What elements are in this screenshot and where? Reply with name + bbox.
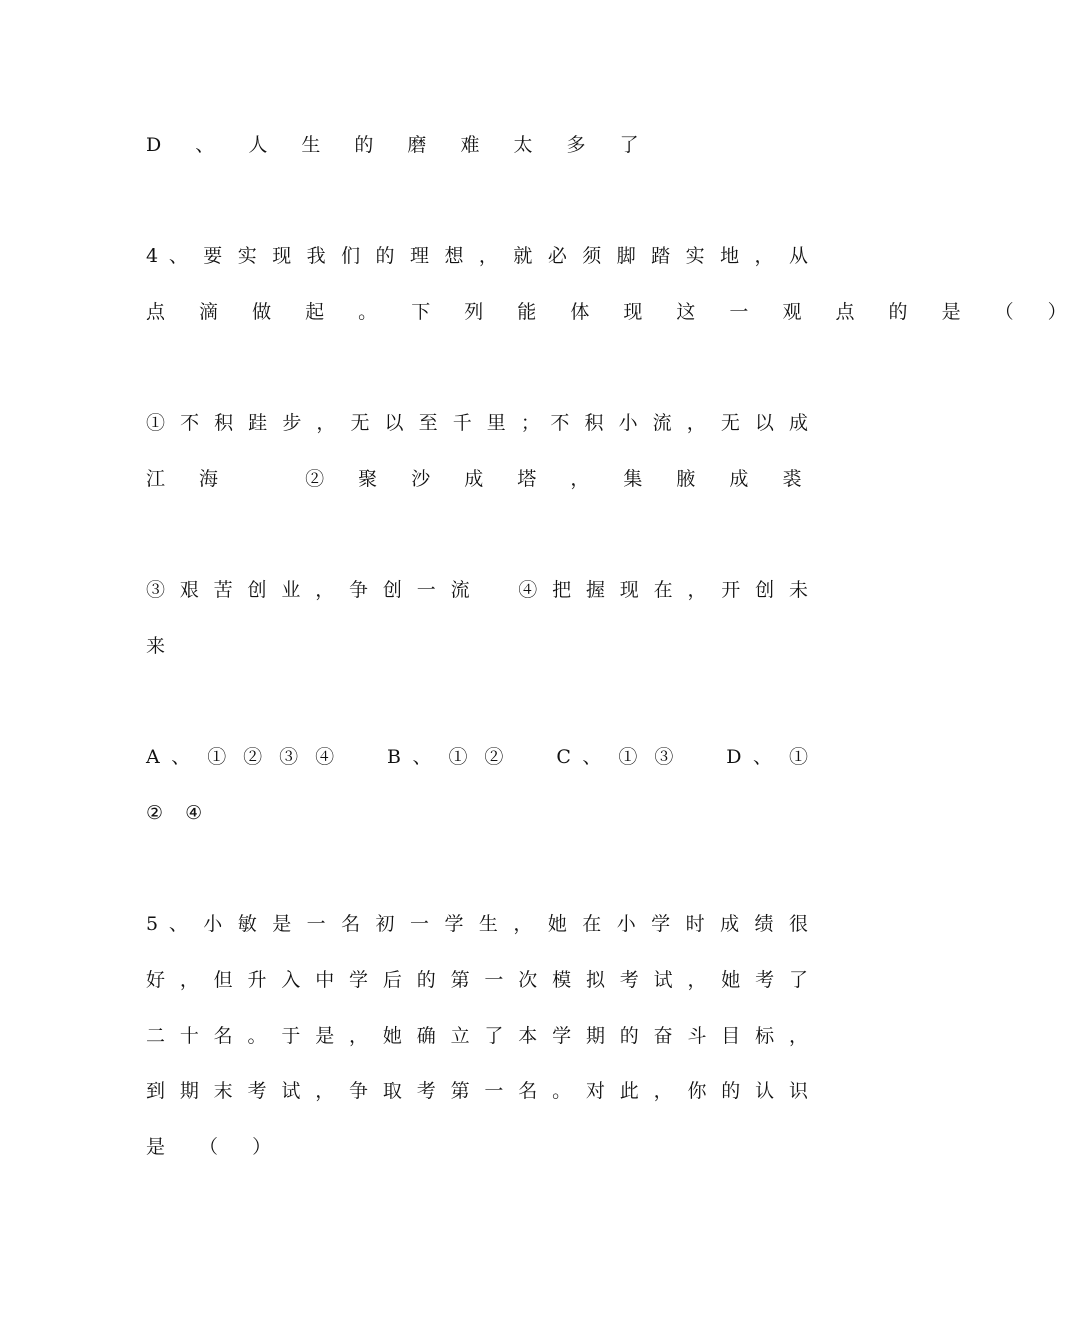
q4-item-line-1: ① 不 积 跬 步 ， 无 以 至 千 里 ； 不 积 小 流 ， 无 以 成: [146, 412, 808, 434]
q4-item-line-2: 江 海 ② 聚 沙 成 塔 ， 集 腋 成 裘: [146, 468, 816, 490]
q3-option-d: D 、 人 生 的 磨 难 太 多 了: [146, 134, 653, 156]
q4-stem-line-1: 4 、 要 实 现 我 们 的 理 想 ， 就 必 须 脚 踏 实 地 ， 从: [146, 245, 808, 267]
q5-stem-line-5: 是 （ ）: [146, 1136, 286, 1158]
q4-item-line-4: 来: [146, 635, 180, 657]
q5-stem-line-1: 5 、 小 敏 是 一 名 初 一 学 生 ， 她 在 小 学 时 成 绩 很: [146, 913, 808, 935]
q4-stem-line-2: 点 滴 做 起 。 下 列 能 体 现 这 一 观 点 的 是 （ ）: [146, 301, 1081, 323]
q4-options-line-1: A 、 ① ② ③ ④ B 、 ① ② C 、 ① ③ D 、 ①: [146, 746, 808, 768]
q5-stem-line-2: 好 ， 但 升 入 中 学 后 的 第 一 次 模 拟 考 试 ， 她 考 了: [146, 969, 808, 991]
q4-options-line-2: ② ④: [146, 802, 211, 824]
q5-stem-line-3: 二 十 名 。 于 是 ， 她 确 立 了 本 学 期 的 奋 斗 目 标 ，: [146, 1025, 808, 1047]
q4-item-line-3: ③ 艰 苦 创 业 ， 争 创 一 流 ④ 把 握 现 在 ， 开 创 未: [146, 579, 808, 601]
q5-stem-line-4: 到 期 末 考 试 ， 争 取 考 第 一 名 。 对 此 ， 你 的 认 识: [146, 1080, 808, 1102]
